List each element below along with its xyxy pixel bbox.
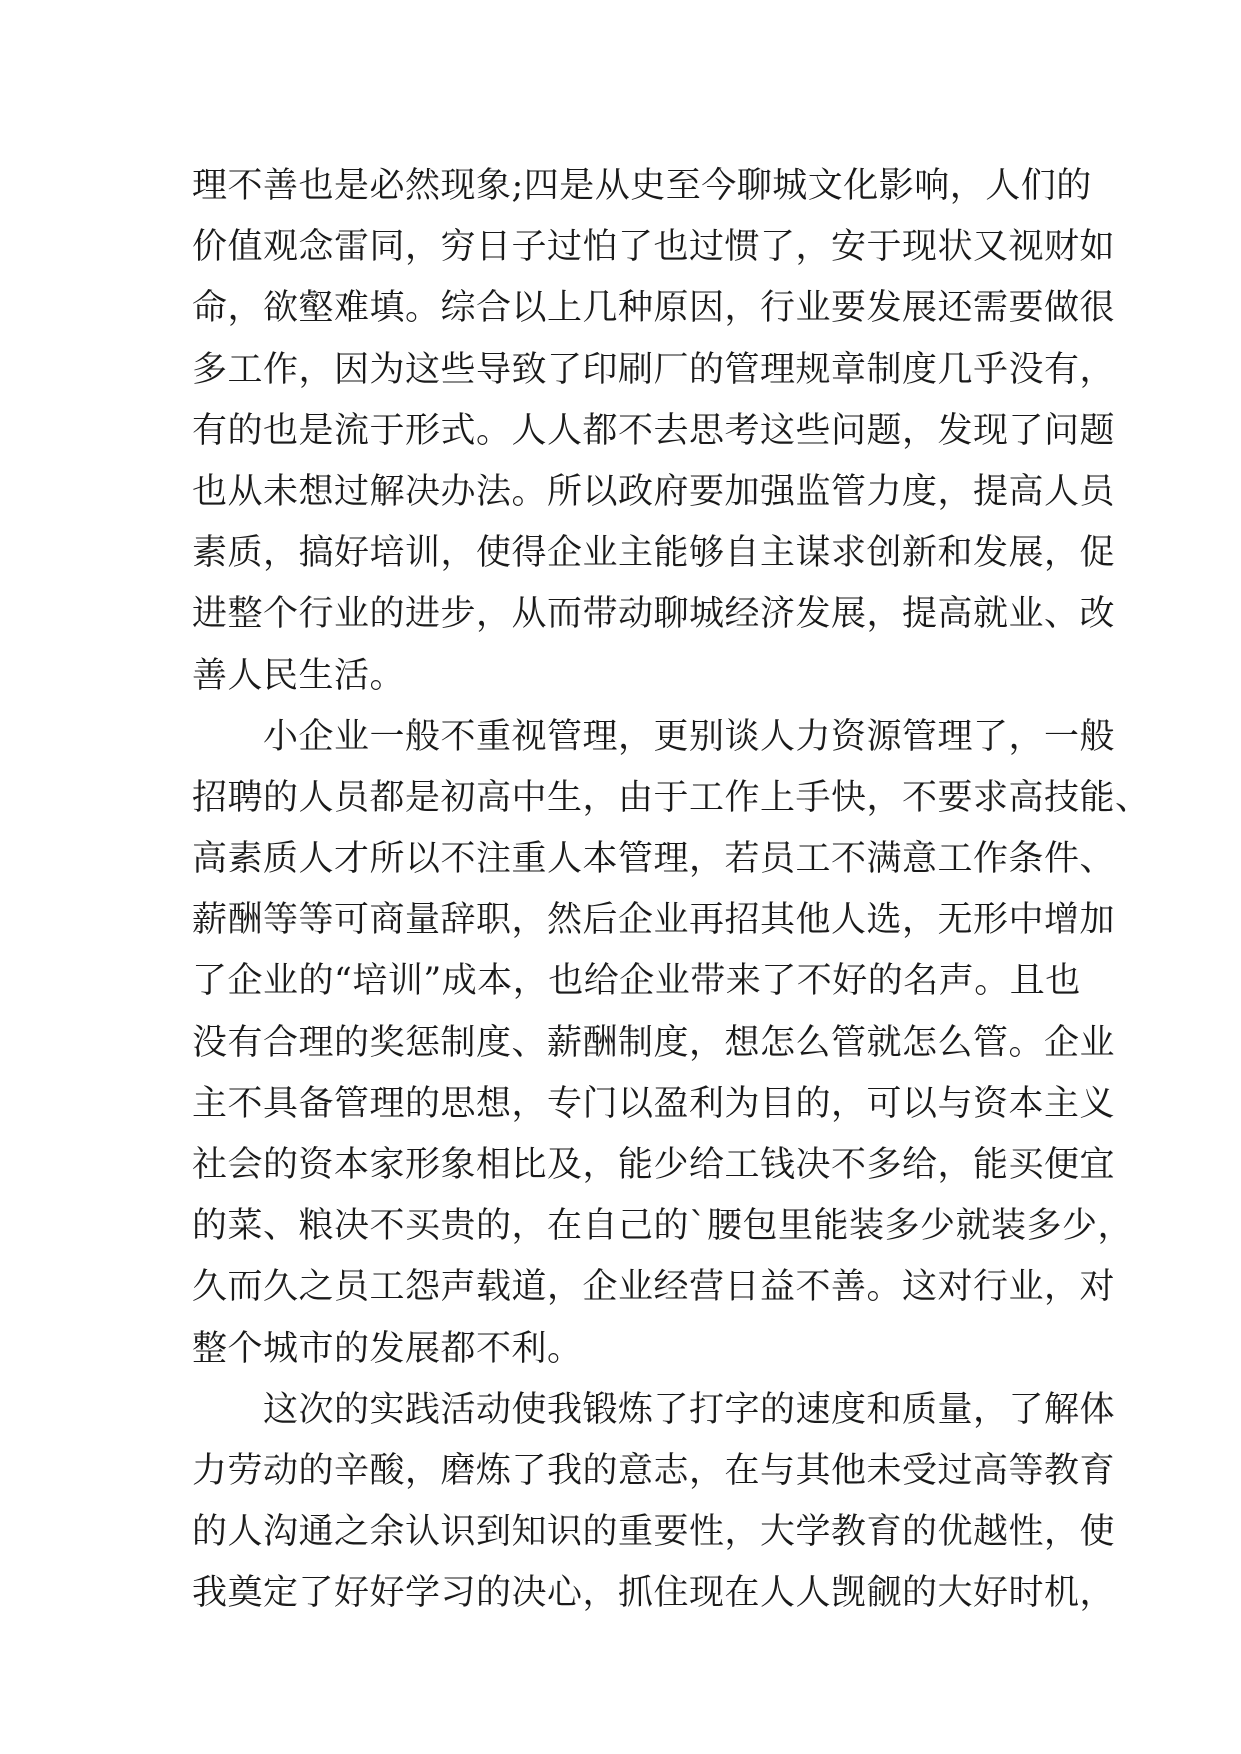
paragraph-3	[192, 1380, 1116, 1625]
text-line: 有的也是流于形式。人人都不去思考这些问题，发现了问题	[192, 410, 1116, 451]
text-line: 理不善也是必然现象;四是从史至今聊城文化影响，人们的	[192, 166, 1092, 206]
text-line: 高素质人才所以不注重人本管理，若员工不满意工作条件、	[192, 839, 1116, 880]
text-line: 薪酬等等可商量辞职，然后企业再招其他人选，无形中增加	[192, 900, 1116, 941]
text-line: 整个城市的发展都不利。	[192, 1328, 583, 1369]
text-line: 我奠定了好好学习的决心，抓住现在人人觊觎的大好时机，	[192, 1573, 1116, 1614]
text-line: 招聘的人员都是初高中生，由于工作上手快，不要求高技能、	[192, 777, 1151, 818]
body-text	[192, 156, 1151, 1625]
text-line: 进整个行业的进步，从而带动聊城经济发展，提高就业、改	[192, 594, 1116, 635]
text-line: 价值观念雷同，穷日子过怕了也过惯了，安于现状又视财如	[192, 227, 1116, 268]
text-line: 了企业的“培训”成本，也给企业带来了不好的名声。且也	[192, 961, 1081, 1002]
text-line: 的人沟通之余认识到知识的重要性，大学教育的优越性，使	[192, 1512, 1116, 1553]
text-line: 久而久之员工怨声载道，企业经营日益不善。这对行业，对	[192, 1267, 1116, 1308]
text-line: 小企业一般不重视管理，更别谈人力资源管理了，一般	[192, 716, 1116, 757]
text-line: 命，欲壑难填。综合以上几种原因，行业要发展还需要做很	[192, 288, 1116, 329]
text-line: 主不具备管理的思想，专门以盈利为目的，可以与资本主义	[192, 1083, 1116, 1124]
text-line: 的菜、粮决不买贵的，在自己的`腰包里能装多少就装多少，	[192, 1206, 1134, 1247]
text-line: 多工作，因为这些导致了印刷厂的管理规章制度几乎没有，	[192, 349, 1116, 390]
paragraph-1	[192, 156, 1116, 707]
text-line: 社会的资本家形象相比及，能少给工钱决不多给，能买便宜	[192, 1145, 1116, 1185]
paragraph-2	[192, 707, 1151, 1380]
text-line: 善人民生活。	[192, 655, 406, 696]
text-line: 这次的实践活动使我锻炼了打字的速度和质量，了解体	[192, 1389, 1116, 1430]
text-line: 素质，搞好培训，使得企业主能够自主谋求创新和发展，促	[192, 533, 1116, 574]
text-line: 也从未想过解决办法。所以政府要加强监管力度，提高人员	[192, 471, 1116, 512]
text-line: 没有合理的奖惩制度、薪酬制度，想怎么管就怎么管。企业	[192, 1022, 1116, 1063]
text-line: 力劳动的辛酸，磨炼了我的意志，在与其他未受过高等教育	[192, 1450, 1116, 1491]
